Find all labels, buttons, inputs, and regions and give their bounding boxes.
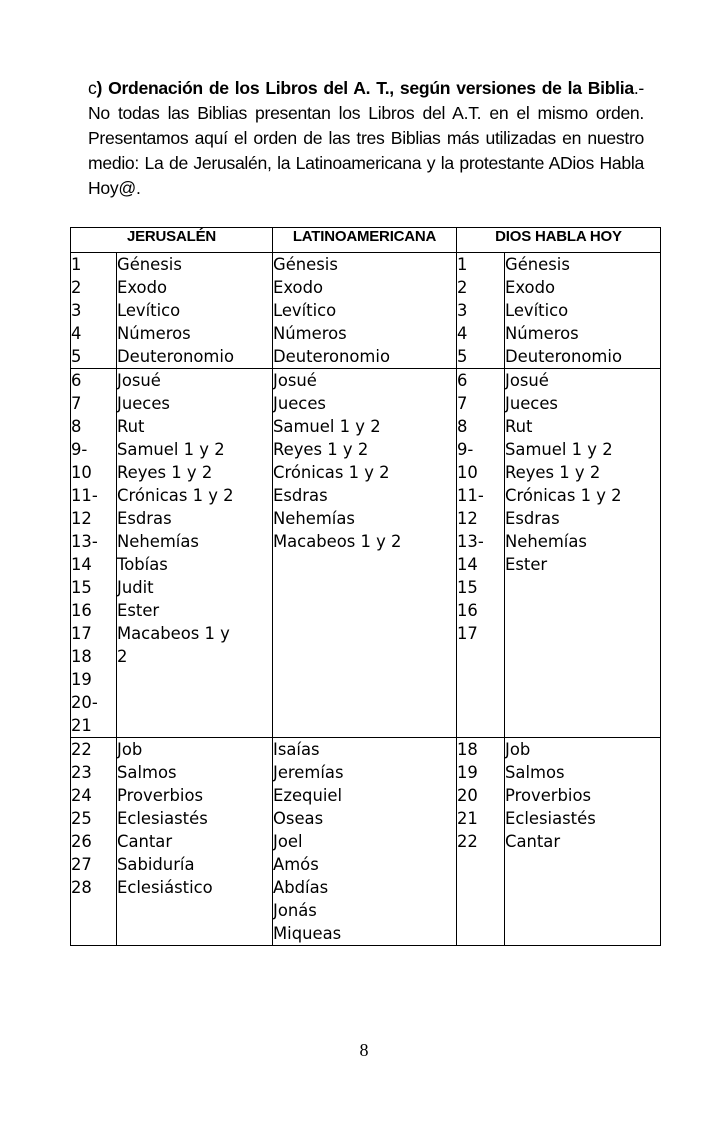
table-row xyxy=(71,738,661,946)
jerusalen-number: 23 xyxy=(71,763,92,782)
jerusalen-number-cell xyxy=(71,738,117,946)
dhh-number-cell xyxy=(457,369,505,738)
dhh-number: 3 xyxy=(457,301,468,320)
latinoamericana-book-cell xyxy=(273,738,457,946)
dhh-number: 17 xyxy=(457,624,478,643)
latinoamericana-book: Oseas xyxy=(273,809,324,828)
jerusalen-book: Rut xyxy=(117,417,145,436)
dhh-number: 1 xyxy=(457,255,468,274)
dhh-number: 13- xyxy=(457,532,484,551)
table-row xyxy=(71,369,661,738)
jerusalen-book-cell xyxy=(117,369,273,738)
dhh-book: Reyes 1 y 2 xyxy=(505,463,601,482)
jerusalen-book: Macabeos 1 y xyxy=(117,624,230,643)
dhh-number: 12 xyxy=(457,509,478,528)
dhh-book: Nehemías xyxy=(505,532,587,551)
table-row xyxy=(71,253,661,369)
jerusalen-number: 5 xyxy=(71,347,82,366)
dhh-number: 20 xyxy=(457,786,478,805)
latinoamericana-book: Macabeos 1 y 2 xyxy=(273,532,402,551)
dhh-book-cell xyxy=(505,253,661,369)
intro-paragraph xyxy=(88,76,644,201)
jerusalen-book: Josué xyxy=(117,371,161,390)
jerusalen-book: Exodo xyxy=(117,278,168,297)
jerusalen-number: 19 xyxy=(71,670,92,689)
jerusalen-number: 11- xyxy=(71,486,98,505)
header-latinoamericana: LATINOAMERICANA xyxy=(273,228,457,253)
latinoamericana-book: Levítico xyxy=(273,301,337,320)
dhh-book-cell xyxy=(505,369,661,738)
jerusalen-book: Deuteronomio xyxy=(117,347,234,366)
jerusalen-book: Jueces xyxy=(117,394,170,413)
jerusalen-book: 2 xyxy=(117,647,128,666)
dhh-book: Jueces xyxy=(505,394,558,413)
jerusalen-number: 21 xyxy=(71,716,92,735)
jerusalen-book: Reyes 1 y 2 xyxy=(117,463,213,482)
jerusalen-book: Proverbios xyxy=(117,786,204,805)
dhh-number: 14 xyxy=(457,555,478,574)
jerusalen-number: 27 xyxy=(71,855,92,874)
dhh-book: Cantar xyxy=(505,832,561,851)
jerusalen-number: 2 xyxy=(71,278,82,297)
section-title: ) Ordenación de los Libros del A. T., según versiones de la Biblia xyxy=(96,78,634,98)
dhh-book: Ester xyxy=(505,555,548,574)
books-order-table xyxy=(70,227,661,946)
jerusalen-number: 20- xyxy=(71,693,98,712)
jerusalen-book: Job xyxy=(117,740,143,759)
dhh-book: Rut xyxy=(505,417,533,436)
latinoamericana-book: Amós xyxy=(273,855,319,874)
dhh-book: Génesis xyxy=(505,255,570,274)
dhh-number: 9- xyxy=(457,440,474,459)
dhh-number: 21 xyxy=(457,809,478,828)
latinoamericana-book: Números xyxy=(273,324,347,343)
latinoamericana-book: Génesis xyxy=(273,255,338,274)
latinoamericana-book: Isaías xyxy=(273,740,320,759)
dhh-book: Crónicas 1 y 2 xyxy=(505,486,622,505)
jerusalen-number: 4 xyxy=(71,324,82,343)
latinoamericana-book: Josué xyxy=(273,371,317,390)
table-header-row xyxy=(71,228,661,253)
jerusalen-book: Cantar xyxy=(117,832,173,851)
jerusalen-number: 18 xyxy=(71,647,92,666)
jerusalen-number: 17 xyxy=(71,624,92,643)
jerusalen-number: 3 xyxy=(71,301,82,320)
dhh-book: Josué xyxy=(505,371,549,390)
latinoamericana-book: Samuel 1 y 2 xyxy=(273,417,381,436)
dhh-book: Levítico xyxy=(505,301,569,320)
jerusalen-book: Eclesiástico xyxy=(117,878,213,897)
dhh-book: Exodo xyxy=(505,278,556,297)
dhh-number: 11- xyxy=(457,486,484,505)
dhh-number: 18 xyxy=(457,740,478,759)
dhh-book: Samuel 1 y 2 xyxy=(505,440,613,459)
page-number: 8 xyxy=(359,1040,369,1060)
dhh-book: Eclesiastés xyxy=(505,809,596,828)
jerusalen-number: 14 xyxy=(71,555,92,574)
jerusalen-number: 12 xyxy=(71,509,92,528)
jerusalen-number-cell xyxy=(71,253,117,369)
jerusalen-book: Crónicas 1 y 2 xyxy=(117,486,234,505)
jerusalen-book: Nehemías xyxy=(117,532,199,551)
dhh-number-cell xyxy=(457,253,505,369)
dhh-book: Proverbios xyxy=(505,786,592,805)
jerusalen-book: Ester xyxy=(117,601,160,620)
jerusalen-number: 13- xyxy=(71,532,98,551)
latinoamericana-book: Jonás xyxy=(273,901,317,920)
latinoamericana-book-cell xyxy=(273,369,457,738)
jerusalen-book: Eclesiastés xyxy=(117,809,208,828)
jerusalen-number: 15 xyxy=(71,578,92,597)
dhh-number: 7 xyxy=(457,394,468,413)
jerusalen-number: 24 xyxy=(71,786,92,805)
latinoamericana-book: Esdras xyxy=(273,486,328,505)
table-body xyxy=(71,253,661,946)
dhh-number: 19 xyxy=(457,763,478,782)
jerusalen-number: 16 xyxy=(71,601,92,620)
latinoamericana-book: Jeremías xyxy=(273,763,344,782)
dhh-book: Job xyxy=(505,740,531,759)
jerusalen-book: Judit xyxy=(117,578,154,597)
jerusalen-number: 22 xyxy=(71,740,92,759)
dhh-book: Esdras xyxy=(505,509,560,528)
dhh-number: 8 xyxy=(457,417,468,436)
dhh-number-cell xyxy=(457,738,505,946)
dhh-number: 10 xyxy=(457,463,478,482)
dhh-number: 6 xyxy=(457,371,468,390)
dhh-number: 4 xyxy=(457,324,468,343)
latinoamericana-book: Ezequiel xyxy=(273,786,343,805)
latinoamericana-book: Nehemías xyxy=(273,509,355,528)
latinoamericana-book: Joel xyxy=(273,832,303,851)
jerusalen-number: 10 xyxy=(71,463,92,482)
jerusalen-number: 6 xyxy=(71,371,82,390)
latinoamericana-book: Jueces xyxy=(273,394,326,413)
jerusalen-book: Salmos xyxy=(117,763,177,782)
jerusalen-book: Levítico xyxy=(117,301,181,320)
jerusalen-book: Esdras xyxy=(117,509,172,528)
jerusalen-number: 8 xyxy=(71,417,82,436)
latinoamericana-book: Crónicas 1 y 2 xyxy=(273,463,390,482)
jerusalen-number: 1 xyxy=(71,255,82,274)
header-jerusalen: JERUSALÉN xyxy=(71,228,273,253)
jerusalen-book: Sabiduría xyxy=(117,855,195,874)
dhh-number: 22 xyxy=(457,832,478,851)
jerusalen-number: 28 xyxy=(71,878,92,897)
latinoamericana-book: Reyes 1 y 2 xyxy=(273,440,369,459)
jerusalen-book: Samuel 1 y 2 xyxy=(117,440,225,459)
jerusalen-book-cell xyxy=(117,253,273,369)
jerusalen-number: 7 xyxy=(71,394,82,413)
jerusalen-number: 25 xyxy=(71,809,92,828)
intro-body: No todas las Biblias presentan los Libros del A.T. en el mismo orden. Presentamos aquí el orden de las tres Biblias más utilizadas en nuestro medio: La de Jerusalén, la Latinoamericana y la protestante ADios Habla Hoy@. xyxy=(88,103,644,198)
dhh-number: 15 xyxy=(457,578,478,597)
section-title-suffix: .- xyxy=(633,78,644,98)
latinoamericana-book: Deuteronomio xyxy=(273,347,390,366)
dhh-book-cell xyxy=(505,738,661,946)
dhh-book: Deuteronomio xyxy=(505,347,622,366)
latinoamericana-book: Miqueas xyxy=(273,924,342,943)
jerusalen-book: Génesis xyxy=(117,255,182,274)
jerusalen-number: 26 xyxy=(71,832,92,851)
jerusalen-number-cell xyxy=(71,369,117,738)
jerusalen-book-cell xyxy=(117,738,273,946)
section-letter: c xyxy=(88,78,97,98)
dhh-book: Números xyxy=(505,324,579,343)
dhh-number: 5 xyxy=(457,347,468,366)
latinoamericana-book-cell xyxy=(273,253,457,369)
latinoamericana-book: Abdías xyxy=(273,878,329,897)
latinoamericana-book: Exodo xyxy=(273,278,324,297)
header-dios-habla-hoy: DIOS HABLA HOY xyxy=(457,228,661,253)
dhh-number: 2 xyxy=(457,278,468,297)
dhh-number: 16 xyxy=(457,601,478,620)
dhh-book: Salmos xyxy=(505,763,565,782)
jerusalen-book: Números xyxy=(117,324,191,343)
jerusalen-book: Tobías xyxy=(117,555,168,574)
jerusalen-number: 9- xyxy=(71,440,88,459)
